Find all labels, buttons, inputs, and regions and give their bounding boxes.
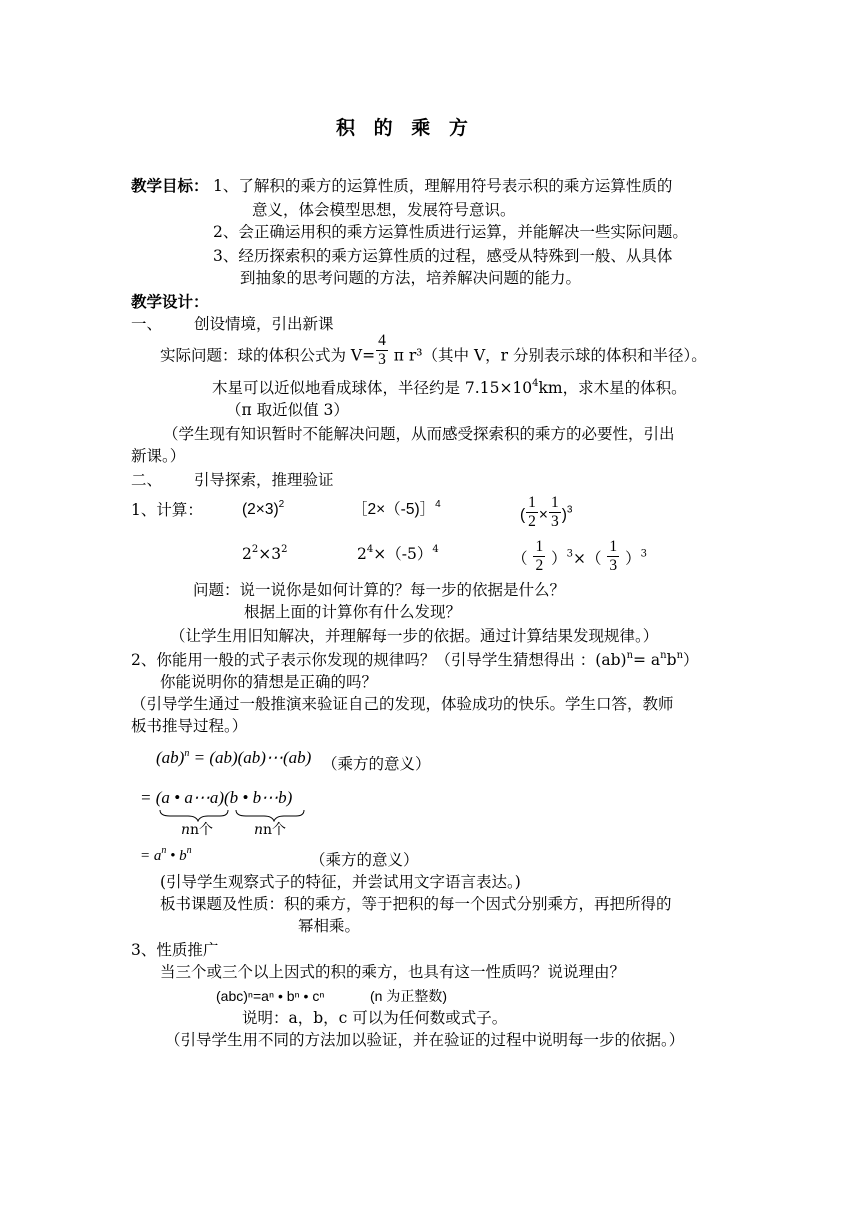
- four-thirds-fraction: $\frac{4}{3}$: [378, 332, 386, 368]
- note-3: （引导学生通过一般推演来验证自己的发现，体验成功的快乐。学生口答，教师: [131, 695, 674, 713]
- note-2: （让学生用旧知解决，并理解每一步的依据。通过计算结果发现规律。）: [170, 627, 659, 645]
- page-title: 积 的 乘 方: [336, 117, 474, 139]
- question-2: 根据上面的计算你有什么发现？: [244, 603, 462, 621]
- note-4: (引导学生观察式子的特征，并尝试用文字语言表达。): [160, 873, 521, 891]
- objective-1: 1、了解积的乘方的运算性质，理解用符号表示积的乘方运算性质的: [213, 177, 673, 195]
- n-count-b: nn个: [254, 822, 287, 838]
- n-count-a: nn个: [181, 822, 214, 838]
- problem-prefix: 实际问题：球的体积公式为 V=: [160, 346, 376, 365]
- extend-formula: (abc)ⁿ=aⁿ • bⁿ • cⁿ: [216, 988, 325, 1004]
- note-1: （学生现有知识暂时不能解决问题，从而感受探索积的乘方的必要性，引出: [163, 425, 675, 443]
- objectives-label: 教学目标：: [131, 176, 209, 195]
- general-question: 2、你能用一般的式子表示你发现的规律吗？（引导学生猜想得出 ：$(ab)^n= a^nb^n$）: [131, 650, 699, 669]
- derivation-line-2: = (a • a⋯a)(b • b⋯b): [140, 788, 293, 807]
- general-question-2: 你能说明你的猜想是正确的吗？: [160, 673, 378, 691]
- meaning-note-1: （乘方的意义）: [322, 755, 431, 773]
- property-statement: 板书课题及性质：积的乘方，等于把积的每一个因式分别乘方，再把所得的: [160, 895, 672, 913]
- calc-label: 1、计算：: [131, 501, 203, 519]
- calc-r2c1: $2^2\times 3^2$: [242, 544, 288, 563]
- extend-condition: (n 为正整数): [370, 988, 447, 1004]
- design-label: 教学设计：: [131, 292, 209, 311]
- section-2-number: 二、: [131, 471, 163, 489]
- objective-1-cont: 意义，体会模型思想，发展符号意识。: [252, 201, 516, 219]
- extend-explain: 说明：a，b，c 可以为任何数或式子。: [242, 1009, 508, 1027]
- calc-r2c2: $2^4\times(-5)^4$: [357, 544, 439, 563]
- problem-text: [160, 332, 707, 369]
- note-1-cont: 新课。）: [131, 447, 186, 465]
- note-5: （引导学生用不同的方法加以验证，并在验证的过程中说明每一步的依据。）: [165, 1031, 685, 1049]
- calc-r1c2: ［2×（-5)］$^4$: [352, 499, 441, 518]
- property-statement-cont: 幂相乘。: [298, 917, 361, 935]
- calc-r2c3: （ $\frac{1}{2}$ ）$^3$×（ $\frac{1}{3}$ ）$^3$: [512, 538, 647, 574]
- objective-2: 2、会正确运用积的乘方运算性质进行运算，并能解决一些实际问题。: [213, 223, 688, 241]
- objective-3-cont: 到抽象的思考问题的方法，培养解决问题的能力。: [240, 269, 582, 287]
- jupiter-text: 木星可以近似地看成球体，半径约是 $7.15\times 10^4km$，求木星的体积。: [212, 378, 687, 397]
- problem-suffix: π r³（其中 V，r 分别表示球的体积和半径）。: [388, 346, 707, 365]
- section-2-title: 引导探索，推理验证: [194, 471, 334, 489]
- extend-label: 3、性质推广: [131, 941, 219, 959]
- objective-3: 3、经历探索积的乘方运算性质的过程，感受从特殊到一般、从具体: [213, 247, 673, 265]
- section-1-title: 创设情境，引出新课: [194, 315, 334, 333]
- extend-question: 当三个或三个以上因式的积的乘方，也具有这一性质吗？说说理由？: [160, 963, 626, 981]
- pi-note: （π 取近似值 3）: [226, 401, 349, 419]
- derivation-line-3: = $a^n$ • $b^n$: [140, 845, 192, 864]
- section-1-number: 一、: [131, 315, 163, 333]
- calc-r1c1: $(2\times 3)^2$: [242, 499, 285, 518]
- question-1: 问题：说一说你是如何计算的？每一步的依据是什么？: [193, 581, 566, 599]
- meaning-note-2: （乘方的意义）: [310, 851, 419, 869]
- note-3-cont: 板书推导过程。）: [131, 717, 248, 735]
- calc-r1c3: ( $\frac{1}{2}$ × $\frac{1}{3}$ )$^3$: [520, 494, 573, 530]
- derivation-line-1: (ab)$^n$ = (ab)(ab)⋯(ab): [156, 748, 312, 767]
